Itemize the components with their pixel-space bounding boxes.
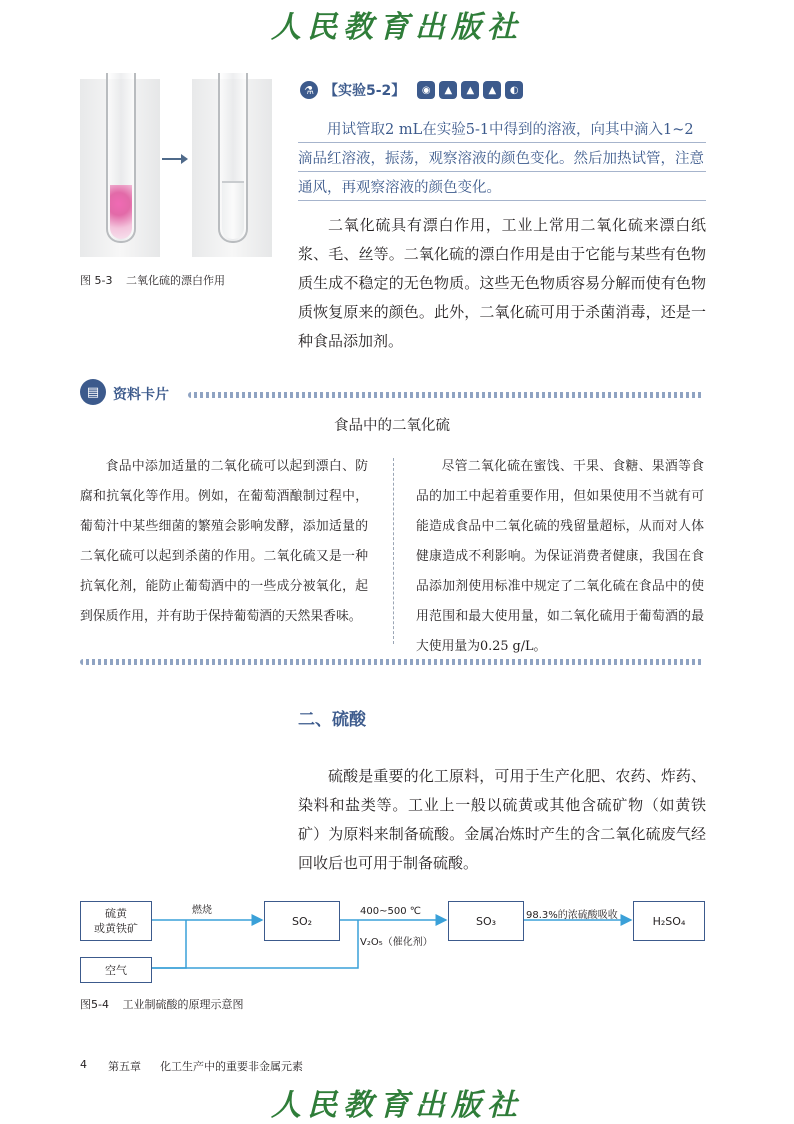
box-h2so4: H₂SO₄ <box>633 901 705 941</box>
test-tube-photo-clear <box>192 79 272 257</box>
section-heading: 二、硫酸 <box>298 710 366 730</box>
info-card-icon: ▤ <box>80 379 106 405</box>
chapter-title: 化工生产中的重要非金属元素 <box>160 1060 303 1073</box>
figure-number: 图 5-3 <box>80 274 113 287</box>
test-tube <box>106 73 136 243</box>
label-catalyst: V₂O₅（催化剂） <box>360 937 433 948</box>
chapter-label: 第五章 <box>108 1060 141 1073</box>
test-tube-photo-pink <box>80 79 160 257</box>
experiment-header <box>300 79 523 101</box>
publisher-logo-bottom: 人民教育出版社 <box>271 1088 523 1123</box>
raw-material-line1: 硫黄 <box>105 907 127 920</box>
label-burning: 燃烧 <box>192 905 212 916</box>
safety-icons <box>417 81 523 99</box>
label-absorption: 98.3%的浓硫酸吸收 <box>526 910 618 921</box>
info-card-label: 资料卡片 <box>113 387 169 403</box>
box-so2: SO₂ <box>264 901 340 941</box>
experiment-title: 【实验5-2】 <box>324 83 406 99</box>
figure-number: 图5-4 <box>80 998 109 1011</box>
info-card-subtitle: 食品中的二氧化硫 <box>334 418 450 434</box>
box-air: 空气 <box>80 957 152 983</box>
heat-warning-icon: ▲ <box>439 81 457 99</box>
section-paragraph: 硫酸是重要的化工原料，可用于生产化肥、农药、炸药、染料和盐类等。工业上一般以硫黄或其他含硫矿物（如黄铁矿）为原料来制备硫酸。金属冶炼时产生的含二氧化硫废气经回收后也可用于制备硫酸。 <box>298 767 706 872</box>
experiment-icon: ⚗ <box>300 81 318 99</box>
publisher-logo-top: 人民教育出版社 <box>271 10 523 45</box>
figure-5-4-caption <box>80 996 243 1012</box>
card-top-rule <box>188 392 704 398</box>
arrow-icon <box>162 158 186 160</box>
test-tube <box>218 73 248 243</box>
box-raw-material <box>80 901 152 941</box>
ventilation-icon: ▲ <box>483 81 501 99</box>
figure-5-3-caption <box>80 272 225 288</box>
intro-paragraph: 二氧化硫具有漂白作用，工业上常用二氧化硫来漂白纸浆、毛、丝等。二氧化硫的漂白作用是由于它能与某些有色物质生成不稳定的无色物质。这些无色物质容易分解而使有色物质恢复原来的颜色。此外，二氧化硫可用于杀菌消毒，还是一种食品添加剂。 <box>298 216 706 350</box>
page-number: 4 <box>80 1058 87 1071</box>
label-temperature: 400~500 ℃ <box>360 906 421 917</box>
card-bottom-rule <box>80 659 704 665</box>
raw-material-line2: 或黄铁矿 <box>94 922 138 935</box>
experiment-text: 用试管取2 mL在实验5-1中得到的溶液，向其中滴入1~2滴品红溶液，振荡，观察溶液的颜色变化。然后加热试管，注意通风，再观察溶液的颜色变化。 <box>298 116 706 203</box>
goggles-icon: ◉ <box>417 81 435 99</box>
column-divider <box>393 458 394 644</box>
figure-caption-text: 二氧化硫的漂白作用 <box>125 274 225 287</box>
box-so3: SO₃ <box>448 901 524 941</box>
wash-hands-icon: ◐ <box>505 81 523 99</box>
hot-surface-icon: ▲ <box>461 81 479 99</box>
pink-solution <box>110 185 132 239</box>
figure-caption-text: 工业制硫酸的原理示意图 <box>122 998 244 1011</box>
air-line-1 <box>152 920 186 968</box>
info-card-right-column: 尽管二氧化硫在蜜饯、干果、食糖、果酒等食品的加工中起着重要作用，但如果使用不当就有可能造成食品中二氧化硫的残留量超标，从而对人体健康造成不利影响。为保证消费者健康，我国在食品添加剂使用标准中规定了二氧化硫在食品中的使用范围和最大使用量，如二氧化硫用于葡萄酒的最大使用量为0.25 g/L。 <box>416 459 704 654</box>
clear-solution <box>222 181 244 239</box>
info-card-left-column: 食品中添加适量的二氧化硫可以起到漂白、防腐和抗氧化等作用。例如，在葡萄酒酿制过程中，葡萄汁中某些细菌的繁殖会影响发酵，添加适量的二氧化硫可以起到杀菌的作用。二氧化硫又是一种抗氧化剂，能防止葡萄酒中的一些成分被氧化，起到保质作用，并有助于保持葡萄酒的天然果香味。 <box>80 459 368 624</box>
